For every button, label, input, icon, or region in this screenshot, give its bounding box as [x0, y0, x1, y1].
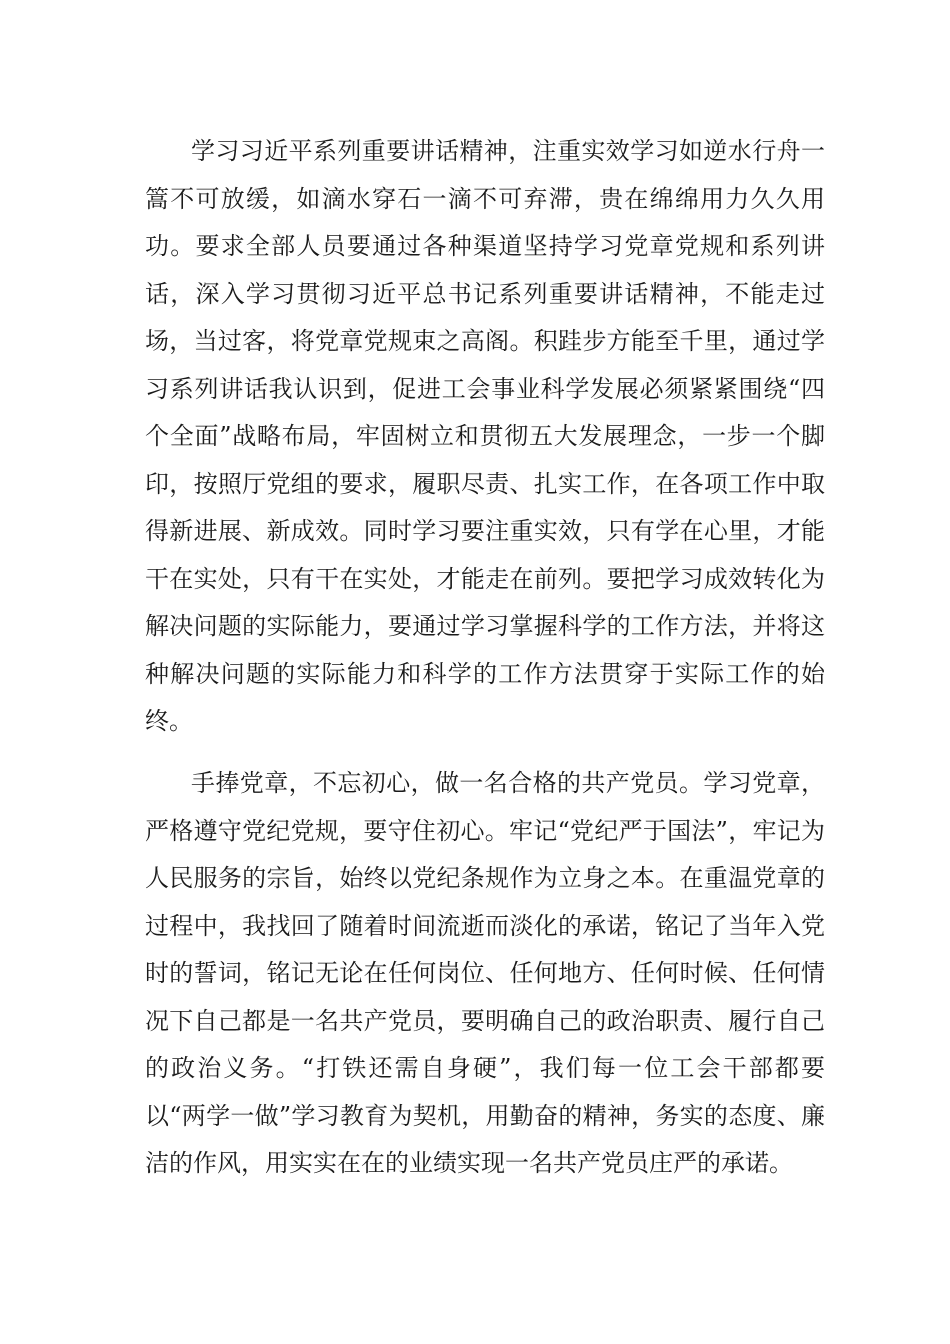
body-paragraph-2: 手捧党章，不忘初心，做一名合格的共产党员。学习党章，严格遵守党纪党规，要守住初心。牢记“党纪严于国法”，牢记为人民服务的宗旨，始终以党纪条规作为立身之本。在重温党章的过程中，我找回了随着时间流逝而淡化的承诺，铭记了当年入党时的誓词，铭记无论在任何岗位、任何地方、任何时候、任何情况下自己都是一名共产党员，要明确自己的政治职责、履行自己的政治义务。“打铁还需自身硬”，我们每一位工会干部都要以“两学一做”学习教育为契机，用勤奋的精神，务实的态度、廉洁的作风，用实实在在的业绩实现一名共产党员庄严的承诺。 — [145, 769, 825, 1177]
body-paragraph-1: 学习习近平系列重要讲话精神，注重实效学习如逆水行舟一篙不可放缓，如滴水穿石一滴不可弃滞，贵在绵绵用力久久用功。要求全部人员要通过各种渠道坚持学习党章党规和系列讲话，深入学习贯彻习近平总书记系列重要讲话精神，不能走过场，当过客，将党章党规束之高阁。积跬步方能至千里，通过学习系列讲话我认识到，促进工会事业科学发展必须紧紧围绕“四个全面”战略布局，牢固树立和贯彻五大发展理念，一步一个脚印，按照厅党组的要求，履职尽责、扎实工作，在各项工作中取得新进展、新成效。同时学习要注重实效，只有学在心里，才能干在实处，只有干在实处，才能走在前列。要把学习成效转化为解决问题的实际能力，要通过学习掌握科学的工作方法，并将这种解决问题的实际能力和科学的工作方法贯穿于实际工作的始终。 — [145, 137, 825, 735]
